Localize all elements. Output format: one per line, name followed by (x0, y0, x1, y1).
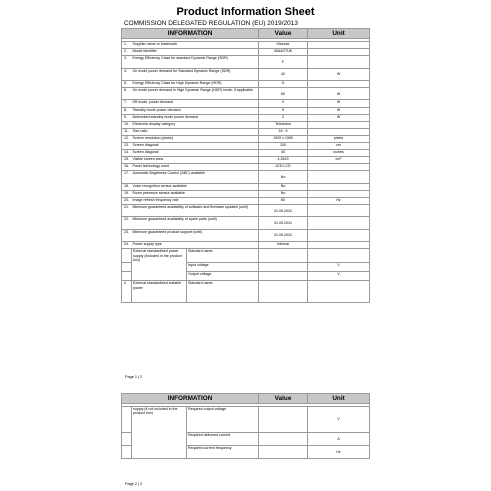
row-label: Minimum guaranteed product support (until) (132, 229, 259, 241)
table-row (122, 121, 370, 128)
row-value: 100 (259, 143, 308, 150)
row-label: Screen diagonal (132, 150, 259, 157)
row-number (122, 433, 132, 446)
table-row (122, 143, 370, 150)
row-value: 31.05.2031 (259, 229, 308, 241)
row-label: Screen resolution (pixels) (132, 135, 259, 142)
req-current-frequency-unit: Hz (308, 446, 370, 459)
row-unit (308, 49, 370, 56)
row-unit (308, 190, 370, 197)
row-number: 18. (122, 183, 132, 190)
table-cell-value (259, 407, 308, 433)
row-number (122, 263, 132, 272)
row-unit (308, 183, 370, 190)
table-row (122, 114, 370, 121)
info-table-page-1 (121, 28, 370, 303)
table-row (122, 197, 370, 204)
page-number-2: Page 2 | 2 (125, 482, 143, 486)
row-value: No (259, 183, 308, 190)
row-number: 16. (122, 164, 132, 171)
row-unit (308, 229, 370, 241)
row-label: Minimum guaranteed availability of software and firmware updates (until) (132, 205, 259, 217)
row-label: On mode power demand for Standard Dynamic Range (SDR) (132, 68, 259, 80)
table-row (122, 249, 370, 263)
table-row (122, 150, 370, 157)
row-label: Automatic Brightness Control (ABC) available (132, 171, 259, 183)
row-value: LED LCD (259, 164, 308, 171)
req-output-voltage-label: Required output voltage (187, 407, 259, 433)
row-unit: W (308, 114, 370, 121)
table-cell-value (259, 272, 308, 281)
row-number: 19. (122, 190, 132, 197)
row-unit: pixels (308, 135, 370, 142)
req-output-voltage-unit: V (308, 407, 370, 433)
row-label: Panel technology used (132, 164, 259, 171)
row-unit (308, 128, 370, 135)
row-unit (308, 171, 370, 183)
row-label: Minimum guaranteed availability of spare parts (until) (132, 217, 259, 229)
table-cell-value (259, 446, 308, 459)
input-voltage-label: Input voltage (187, 263, 259, 272)
table-row (122, 281, 370, 303)
table-row (122, 135, 370, 142)
table-row (122, 171, 370, 183)
table-row (122, 205, 370, 217)
row-value: 31.05.2031 (259, 217, 308, 229)
row-unit: cm² (308, 157, 370, 164)
row-number: 11. (122, 128, 132, 135)
row-unit: W (308, 107, 370, 114)
table-cell-value (259, 249, 308, 263)
table-row (122, 190, 370, 197)
row-value: 1920 x 1080 (259, 135, 308, 142)
row-number: 23. (122, 229, 132, 241)
row-value: 60 (259, 197, 308, 204)
row-unit (308, 205, 370, 217)
row-value: 16 : 9 (259, 128, 308, 135)
row-number: 15. (122, 157, 132, 164)
row-value: 0 (259, 100, 308, 107)
page-title: Product Information Sheet (176, 6, 315, 18)
table-row (122, 80, 370, 87)
row-label: Power supply type (132, 242, 259, 249)
row-value: 5 (259, 107, 308, 114)
row-label: Voice recognition sensor available (132, 183, 259, 190)
row-unit: Hz (308, 197, 370, 204)
regulation-subtitle: COMMISSION DELEGATED REGULATION (EU) 2019/2013 (124, 20, 298, 27)
row-label: Screen diagonal (132, 143, 259, 150)
row-value: 31.05.2031 (259, 205, 308, 217)
row-value: 40 (259, 150, 308, 157)
table-row (122, 217, 370, 229)
req-delivered-current-unit: A (308, 433, 370, 446)
row-number: 21. (122, 205, 132, 217)
row-number: 5. (122, 80, 132, 87)
row-number: 3. (122, 56, 132, 68)
row-value: Internal (259, 242, 308, 249)
table-header (122, 29, 370, 39)
table-row (122, 49, 370, 56)
row-label: Networked standby mode power demand (132, 114, 259, 121)
row-unit (308, 80, 370, 87)
table-cell-value (259, 263, 308, 272)
table-row (122, 100, 370, 107)
row-number: 14. (122, 150, 132, 157)
table-row (122, 56, 370, 68)
row-value: F (259, 56, 308, 68)
ext-supply2-prefix: ii (122, 281, 132, 303)
table-row (122, 107, 370, 114)
row-number (122, 272, 132, 281)
table-row (122, 164, 370, 171)
table-row (122, 88, 370, 100)
row-unit (308, 42, 370, 49)
row-number: 13. (122, 143, 132, 150)
row-unit (308, 217, 370, 229)
row-number: 8. (122, 107, 132, 114)
output-voltage-label: Output voltage (187, 272, 259, 281)
row-number: 9. (122, 114, 132, 121)
input-voltage-unit: V (308, 263, 370, 272)
row-label: On mode power demand in High Dynamic Range (HDR) mode, if applicable (132, 88, 259, 100)
header-value: Value (259, 29, 308, 39)
row-label: Size ratio (132, 128, 259, 135)
row-label: Visible screen area (132, 157, 259, 164)
table-row (122, 229, 370, 241)
table-row (122, 42, 370, 49)
row-label: Standby mode power demand (132, 107, 259, 114)
header-unit: Unit (308, 394, 370, 404)
table-cell-unit (308, 249, 370, 263)
row-unit (308, 242, 370, 249)
row-label: Energy Efficiency Class for standard Dynamic Range (SDR) (132, 56, 259, 68)
table-cell-value (259, 433, 308, 446)
row-value: 4,2619 (259, 157, 308, 164)
row-unit (308, 56, 370, 68)
row-number: 7. (122, 100, 132, 107)
row-number: 12. (122, 135, 132, 142)
row-number: 4. (122, 68, 132, 80)
row-value: 40A4GTUK (259, 49, 308, 56)
row-number: 6. (122, 88, 132, 100)
row-value: Television (259, 121, 308, 128)
row-unit: W (308, 88, 370, 100)
row-unit: W (308, 68, 370, 80)
row-number: 24. (122, 242, 132, 249)
row-number: 10. (122, 121, 132, 128)
ext-supply-std-name: Standard name (187, 249, 259, 263)
table-row (122, 68, 370, 80)
table-row (122, 128, 370, 135)
row-unit: cm (308, 143, 370, 150)
table-cell-value (259, 281, 308, 303)
table-row (122, 407, 370, 433)
header-information: INFORMATION (122, 29, 259, 39)
row-unit: W (308, 100, 370, 107)
row-value: No (259, 171, 308, 183)
row-label: Energy Efficiency Class for High Dynamic Range (HDR) (132, 80, 259, 87)
table-row (122, 157, 370, 164)
row-label: Image refresh frequency rate (132, 197, 259, 204)
table-row (122, 242, 370, 249)
row-number (122, 249, 132, 263)
supply-label: supply (if not included in the product box) (132, 407, 187, 459)
row-value: Hisense (259, 42, 308, 49)
table-row (122, 183, 370, 190)
row-number (122, 446, 132, 459)
table-cell-unit (308, 281, 370, 303)
header-value: Value (259, 394, 308, 404)
row-label: Room presence sensor available (132, 190, 259, 197)
row-value: 60 (259, 88, 308, 100)
req-current-frequency-label: Required current frequency (187, 446, 259, 459)
row-number: 20. (122, 197, 132, 204)
row-unit (308, 164, 370, 171)
row-label: Off mode, power demand (132, 100, 259, 107)
row-label: Electronic display category (132, 121, 259, 128)
page-number-1: Page 1 | 2 (125, 375, 143, 379)
row-unit: inches (308, 150, 370, 157)
row-value: G (259, 80, 308, 87)
row-label: Supplier name or trademark (132, 42, 259, 49)
row-label: Model identifier (132, 49, 259, 56)
header-unit: Unit (308, 29, 370, 39)
row-number: 17. (122, 171, 132, 183)
row-value: 2 (259, 114, 308, 121)
row-number (122, 407, 132, 433)
info-table-page-2 (121, 393, 370, 459)
ext-supply2-std-name: Standard name (187, 281, 259, 303)
table-header (122, 394, 370, 404)
ext-supply2-label: External standardised suitable power (132, 281, 187, 303)
output-voltage-unit: V (308, 272, 370, 281)
row-number: 22. (122, 217, 132, 229)
row-number: 2. (122, 49, 132, 56)
req-delivered-current-label: Required delivered current (187, 433, 259, 446)
row-value: No (259, 190, 308, 197)
row-value: 42 (259, 68, 308, 80)
header-information: INFORMATION (122, 394, 259, 404)
row-unit (308, 121, 370, 128)
ext-supply-label: External standardised power supply (included in the product box) (132, 249, 187, 281)
row-number: 1. (122, 42, 132, 49)
